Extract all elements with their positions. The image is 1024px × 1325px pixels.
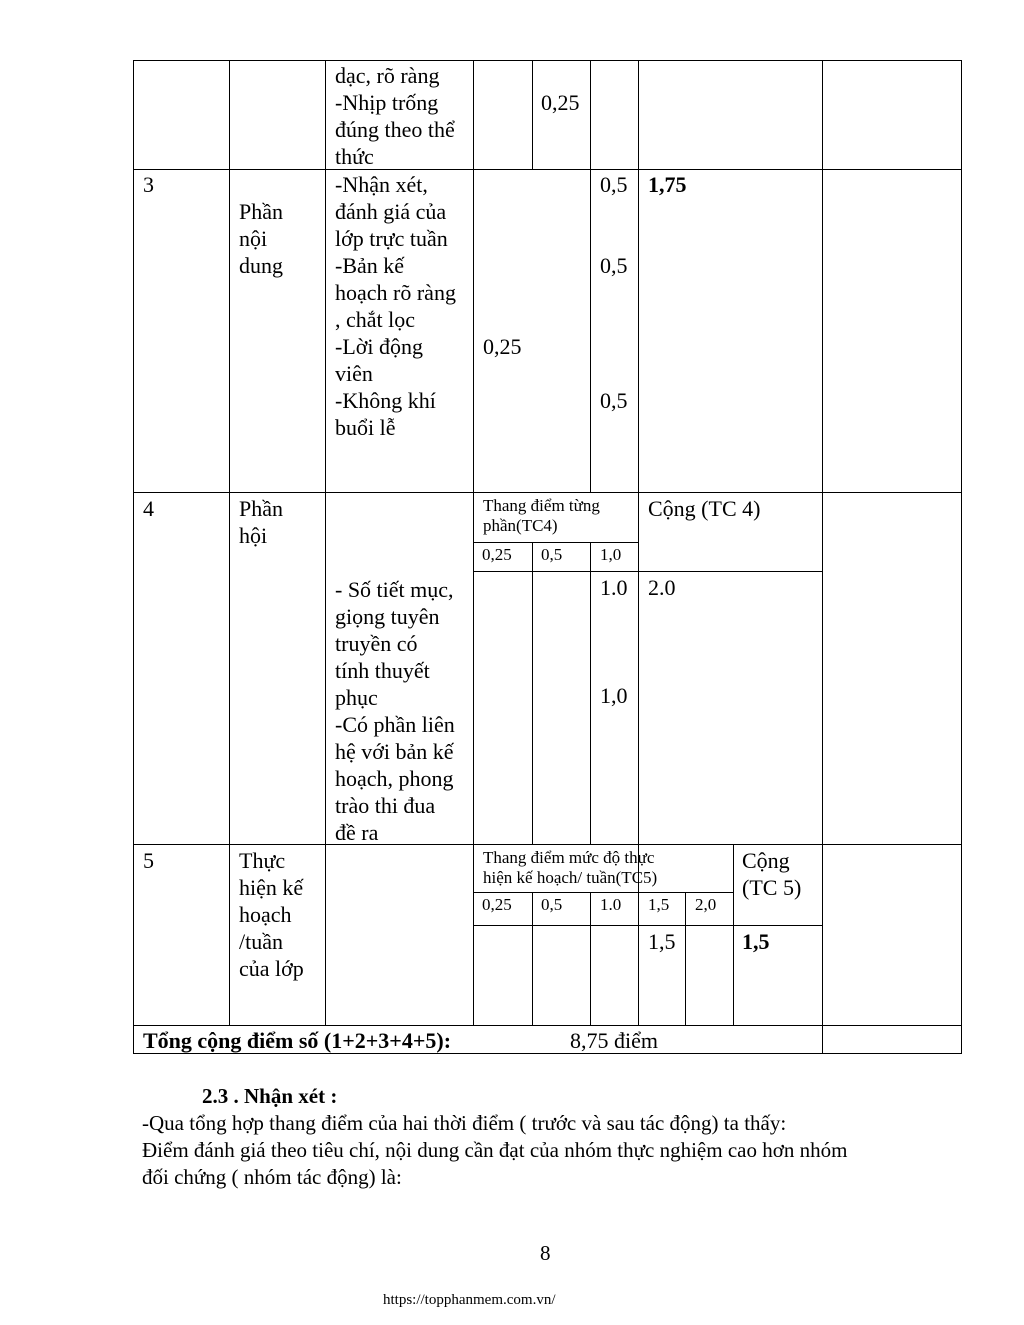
paragraph-line: Điểm đánh giá theo tiêu chí, nội dung cần đạt của nhóm thực nghiệm cao hơn nhóm (142, 1138, 848, 1162)
paragraph-line: -Qua tổng hợp thang điểm của hai thời điểm ( trước và sau tác động) ta thấy: (142, 1111, 787, 1135)
row4-total-header: Cộng (TC 4) (648, 496, 761, 521)
row3-score-4: 0,5 (600, 388, 628, 413)
row4-score-1: 1.0 (600, 575, 628, 600)
row4-score-2: 1,0 (600, 683, 628, 708)
row5-scale-value: 0,25 (482, 895, 512, 914)
row0-criteria: dạc, rõ ràng -Nhịp trống đúng theo thể thức (335, 63, 455, 169)
row5-number: 5 (143, 848, 154, 873)
row3-score-2: 0,5 (600, 253, 628, 278)
row3-score-1: 0,5 (600, 172, 628, 197)
row5-total: 1,5 (742, 929, 770, 954)
sum-value: 8,75 điểm (570, 1028, 658, 1053)
row4-scale-value: 0,5 (541, 545, 563, 564)
row3-criteria: -Nhận xét, đánh giá của lớp trực tuần -Bản kế hoạch rõ ràng , chắt lọc -Lời động viên -Không khí buổi lễ (335, 172, 456, 440)
row4-criteria: - Số tiết mục, giọng tuyên truyền có tính thuyết phục -Có phần liên hệ với bản kế hoạch, phong trào thi đua đề ra (335, 577, 455, 845)
row3-number: 3 (143, 172, 154, 197)
footer-url-link[interactable]: https://topphanmem.com.vn/ (383, 1292, 556, 1308)
row5-part: Thực hiện kế hoạch /tuần của lớp (239, 848, 304, 981)
row3-total: 1,75 (648, 172, 687, 197)
row5-scale-value: 1.0 (600, 895, 622, 914)
row4-part: Phần hội (239, 496, 283, 548)
row4-scale-value: 1,0 (600, 545, 622, 564)
sum-label: Tổng cộng điểm số (1+2+3+4+5): (143, 1028, 452, 1053)
row4-scale-header: Thang điểm từng phần(TC4) (483, 496, 600, 535)
row5-scale-value: 0,5 (541, 895, 563, 914)
row5-scale-value: 2,0 (695, 895, 717, 914)
row3-part: Phần nội dung (239, 199, 283, 278)
row5-score: 1,5 (648, 929, 676, 954)
row0-score: 0,25 (541, 90, 580, 115)
row5-scale-header: Thang điểm mức độ thực hiện kế hoạch/ tuần(TC5) (483, 848, 658, 887)
paragraph-line: đối chứng ( nhóm tác động) là: (142, 1165, 402, 1189)
section-heading: 2.3 . Nhận xét : (202, 1084, 338, 1108)
row4-total: 2.0 (648, 575, 676, 600)
row4-number: 4 (143, 496, 154, 521)
row3-score-3: 0,25 (483, 334, 522, 359)
row5-scale-value: 1,5 (648, 895, 670, 914)
row4-scale-value: 0,25 (482, 545, 512, 564)
row5-total-header: Cộng (TC 5) (742, 848, 802, 900)
page-number: 8 (540, 1241, 551, 1265)
